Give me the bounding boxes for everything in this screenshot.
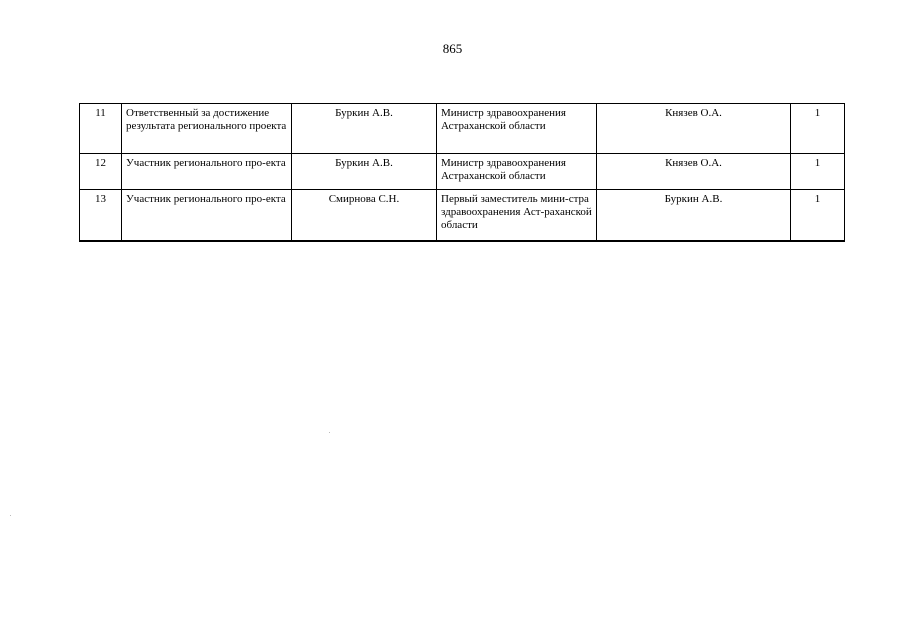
load-cell: 1 xyxy=(791,104,845,154)
role-cell: Участник регионального про-екта xyxy=(122,154,292,190)
role-cell: Ответственный за достижение результата регионального проекта xyxy=(122,104,292,154)
manager-cell: Князев О.А. xyxy=(597,154,791,190)
participants-table xyxy=(79,103,845,242)
scan-speck xyxy=(10,515,11,516)
person-cell: Буркин А.В. xyxy=(292,104,437,154)
position-cell: Первый заместитель мини-стра здравоохранения Аст-раханской области xyxy=(437,190,597,242)
row-number: 13 xyxy=(80,190,122,242)
person-cell: Буркин А.В. xyxy=(292,154,437,190)
position-cell: Министр здравоохранения Астраханской области xyxy=(437,154,597,190)
role-cell: Участник регионального про-екта xyxy=(122,190,292,242)
page-number: 865 xyxy=(442,41,463,56)
table-row xyxy=(80,154,845,190)
row-number: 12 xyxy=(80,154,122,190)
person-cell: Смирнова С.Н. xyxy=(292,190,437,242)
load-cell: 1 xyxy=(791,190,845,242)
position-cell: Министр здравоохранения Астраханской области xyxy=(437,104,597,154)
load-cell: 1 xyxy=(791,154,845,190)
scan-speck xyxy=(329,432,330,433)
table-row xyxy=(80,190,845,242)
manager-cell: Буркин А.В. xyxy=(597,190,791,242)
manager-cell: Князев О.А. xyxy=(597,104,791,154)
table-row xyxy=(80,104,845,154)
row-number: 11 xyxy=(80,104,122,154)
